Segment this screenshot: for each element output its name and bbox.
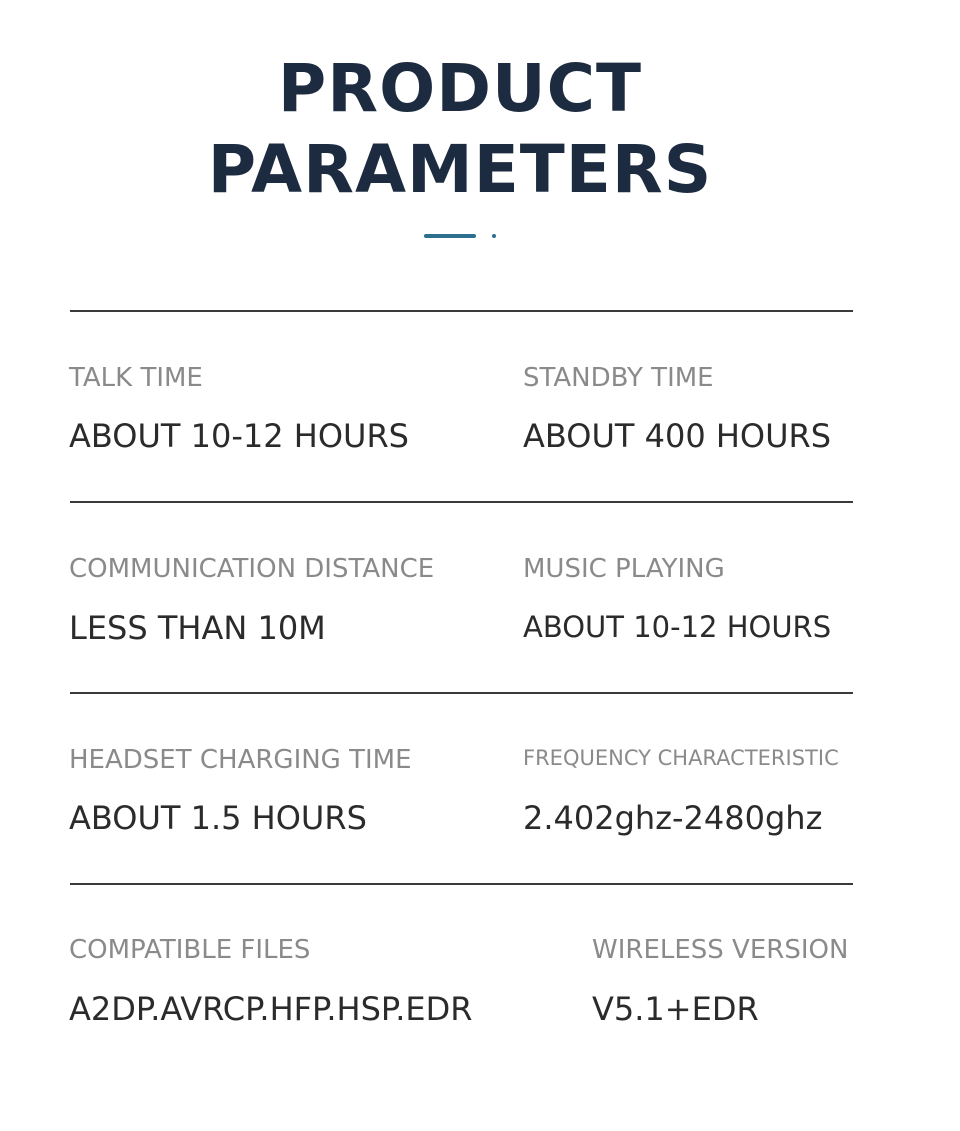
divider-2 (70, 501, 853, 503)
param-value-communication-distance: LESS THAN 10M (69, 609, 326, 647)
param-label-compatible-files: COMPATIBLE FILES (69, 935, 311, 965)
divider-3 (70, 692, 853, 694)
title-accent-dash (424, 234, 476, 238)
param-label-standby-time: STANDBY TIME (523, 363, 714, 393)
divider-1 (70, 310, 853, 312)
param-label-wireless-version: WIRELESS VERSION (592, 935, 849, 965)
param-value-wireless-version: V5.1+EDR (592, 990, 759, 1028)
param-value-compatible-files: A2DP.AVRCP.HFP.HSP.EDR (69, 990, 473, 1028)
page-title-line-2: PARAMETERS (207, 131, 713, 208)
param-value-talk-time: ABOUT 10-12 HOURS (69, 417, 409, 455)
param-value-music-playing: ABOUT 10-12 HOURS (523, 610, 832, 644)
param-label-headset-charging-time: HEADSET CHARGING TIME (69, 745, 412, 775)
param-label-music-playing: MUSIC PLAYING (523, 554, 725, 584)
title-accent-dot (492, 234, 496, 238)
param-value-standby-time: ABOUT 400 HOURS (523, 417, 832, 455)
page-title-line-1: PRODUCT (277, 50, 643, 127)
param-label-frequency-characteristic: FREQUENCY CHARACTERISTIC (523, 746, 839, 770)
param-value-headset-charging-time: ABOUT 1.5 HOURS (69, 799, 367, 837)
param-value-frequency-characteristic: 2.402ghz-2480ghz (523, 799, 823, 837)
param-label-talk-time: TALK TIME (69, 363, 203, 393)
param-label-communication-distance: COMMUNICATION DISTANCE (69, 554, 435, 584)
divider-4 (70, 883, 853, 885)
